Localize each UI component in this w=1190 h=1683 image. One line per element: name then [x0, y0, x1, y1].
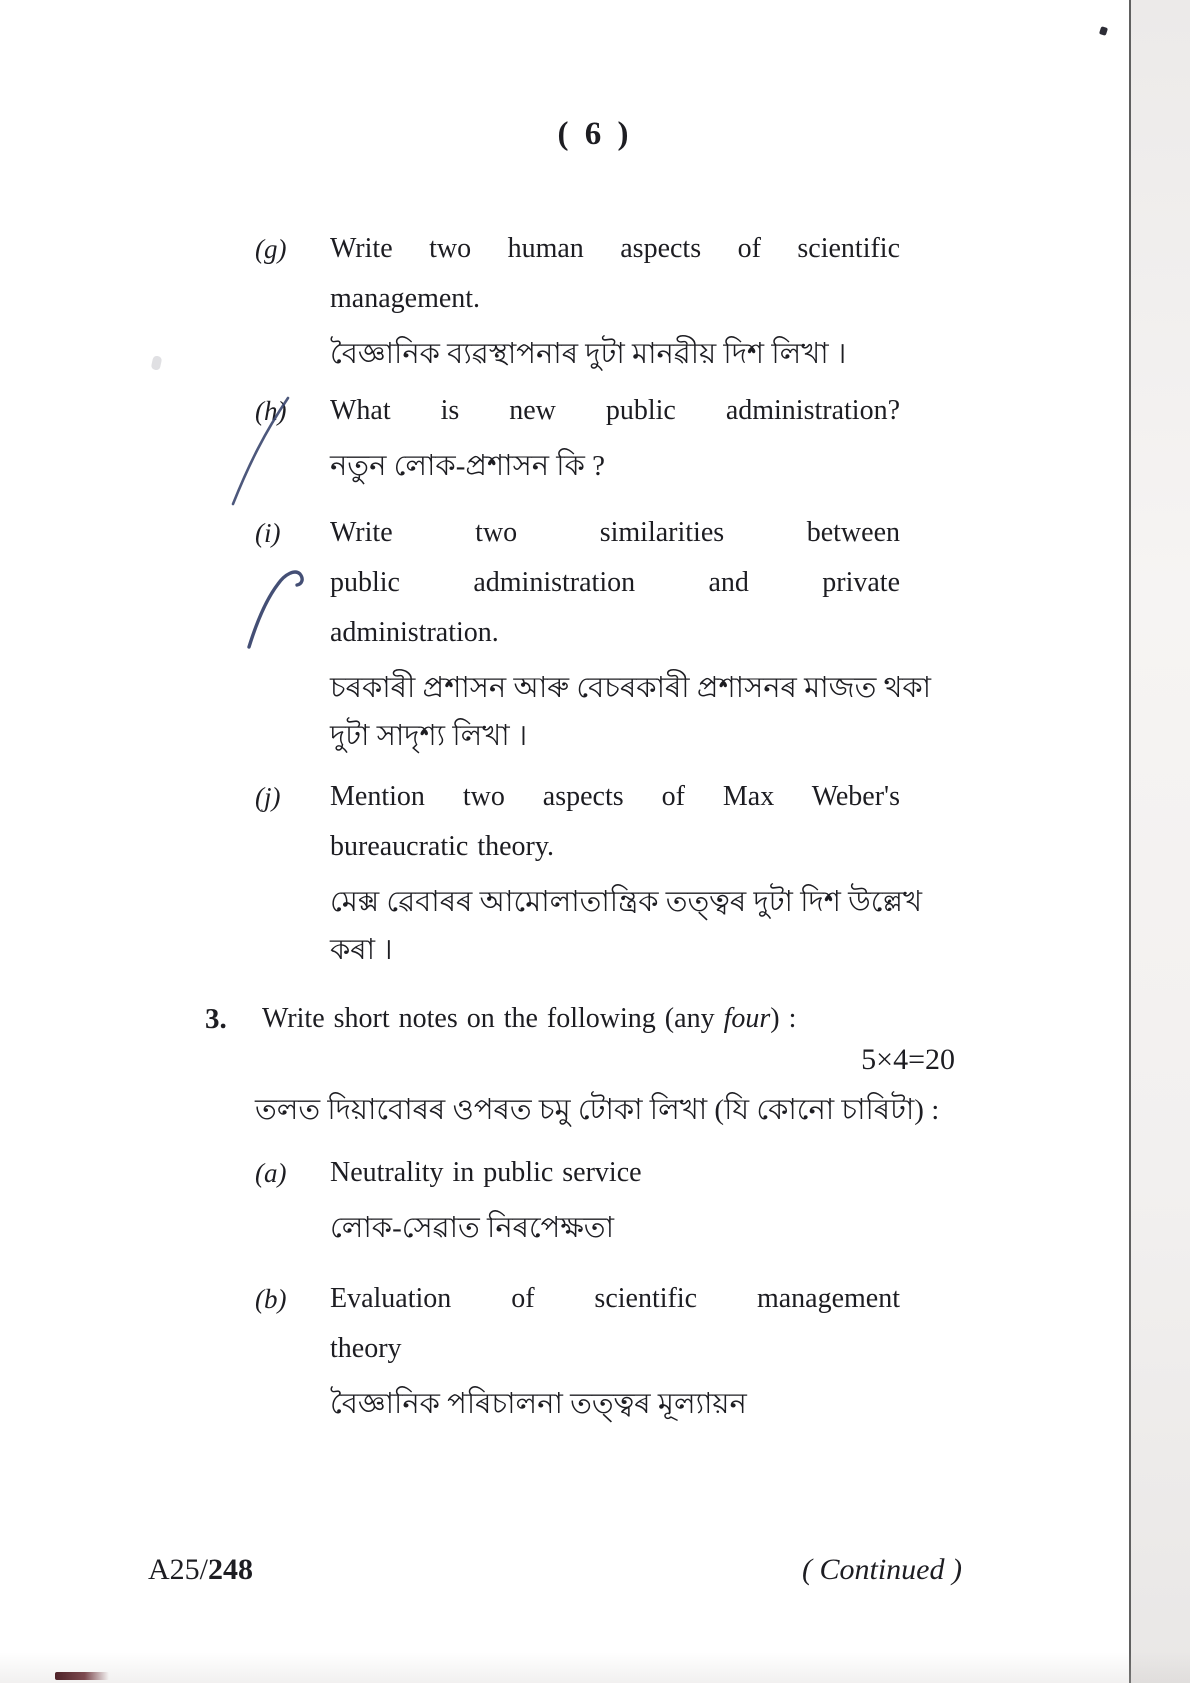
subquestion-g — [255, 224, 900, 378]
scan-right-margin-strip — [1131, 0, 1190, 1683]
question-line-assamese: কৰা । — [330, 934, 393, 966]
question-3b-text — [330, 1274, 900, 1428]
subquestion-h-label: (h) — [255, 396, 287, 426]
subquestion-g-text — [330, 224, 900, 378]
footer-code-number: 248 — [208, 1553, 253, 1586]
question-line-english: Mention two aspects of Max Weber's — [330, 781, 900, 812]
question-line-assamese: নতুন লোক-প্ৰশাসন কি ? — [330, 450, 605, 482]
question-line-assamese: দুটা সাদৃশ্য লিখা । — [330, 720, 528, 752]
page-number: ( 6 ) — [557, 116, 633, 152]
scan-bottom-shadow — [0, 1652, 1190, 1683]
question-3b — [255, 1274, 900, 1428]
question-line-assamese: তলত দিয়াবোৰৰ ওপৰত চমু টোকা লিখা (যি কোনো চাৰিটা) : — [255, 1094, 940, 1126]
question-line-english: Write two similarities between — [330, 517, 900, 548]
subquestion-i-label: (i) — [255, 518, 281, 548]
question-line-assamese: বৈজ্ঞানিক ব্যৱস্থাপনাৰ দুটা মানৱীয় দিশ লিখা । — [330, 338, 847, 370]
scan-right-edge-line — [1129, 0, 1131, 1683]
question-line-english: public administration and private — [330, 567, 900, 598]
question-line-english: bureaucratic theory. — [330, 831, 555, 862]
question-line-assamese: লোক-সেৱাত নিৰপেক্ষতা — [330, 1212, 614, 1244]
question-3a-label: (a) — [255, 1158, 287, 1188]
question-3-marks: 5×4=20 — [861, 1043, 955, 1076]
subquestion-h — [255, 386, 900, 490]
subquestion-j — [255, 772, 923, 974]
subquestion-g-label: (g) — [255, 234, 287, 264]
question-3-text-italic: four — [723, 1003, 771, 1034]
question-line-assamese: বৈজ্ঞানিক পৰিচালনা তত্ত্বৰ মূল্যায়ন — [330, 1388, 747, 1420]
subquestion-i-text — [330, 508, 932, 760]
question-line-english: Write two human aspects of scientific — [330, 233, 900, 264]
question-3 — [205, 994, 955, 1044]
footer-continued: ( Continued ) — [802, 1553, 962, 1586]
question-3b-label: (b) — [255, 1284, 287, 1314]
subquestion-j-label: (j) — [255, 782, 281, 812]
question-line-english: administration. — [330, 617, 499, 648]
subquestion-i — [255, 508, 932, 760]
question-line-assamese: চৰকাৰী প্ৰশাসন আৰু বেচৰকাৰী প্ৰশাসনৰ মাজত থকা — [330, 672, 932, 704]
footer-paper-code — [148, 1550, 253, 1590]
question-line-english: management. — [330, 283, 481, 314]
scan-bottom-left-mark — [55, 1672, 109, 1680]
question-line-english: Evaluation of scientific management — [330, 1283, 900, 1314]
question-3-number: 3. — [205, 1003, 227, 1035]
subquestion-j-text — [330, 772, 923, 974]
question-line-assamese: মেক্স ৱেবাৰৰ আমোলাতান্ত্ৰিক তত্ত্বৰ দুটা দিশ উল্লেখ — [330, 886, 923, 918]
question-line-english: theory — [330, 1333, 402, 1364]
question-line-english: What is new public administration? — [330, 395, 900, 426]
question-line-english: Neutrality in public service — [330, 1157, 642, 1188]
scan-smudge-mark — [151, 355, 163, 371]
question-3-assamese — [255, 1080, 955, 1134]
question-3-text — [262, 994, 955, 1044]
subquestion-h-text — [330, 386, 900, 490]
question-3-text-part1: Write short notes on the following (any — [262, 1003, 724, 1034]
question-line-english — [262, 994, 955, 1044]
footer-code-prefix: A25/ — [148, 1553, 208, 1586]
question-3-text-part2: ) : — [770, 1003, 797, 1034]
ink-dot-artifact — [1099, 26, 1108, 36]
question-3a-text — [330, 1148, 900, 1252]
question-3a — [255, 1148, 900, 1252]
